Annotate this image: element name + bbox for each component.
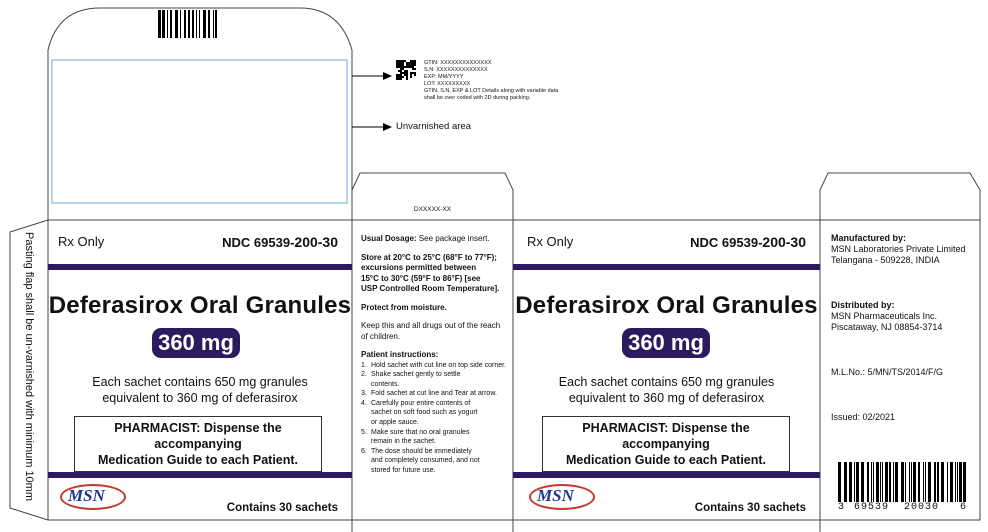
barcode-bar: [170, 10, 172, 38]
product-title: Deferasirox Oral Granules: [515, 292, 818, 319]
instruction-line: stored for future use.: [371, 467, 436, 475]
barcode-bar: [955, 462, 956, 502]
qr-module: [398, 62, 400, 64]
barcode-bar: [963, 462, 966, 502]
description: Each sachet contains 650 mg granules equivalent to 360 mg of deferasirox: [92, 375, 308, 405]
dist-line-0: MSN Pharmaceuticals Inc.: [831, 311, 938, 321]
barcode-bar: [180, 10, 181, 38]
front-panel-1: [48, 220, 352, 520]
rx-only: Rx Only: [58, 234, 105, 249]
qr-module: [400, 62, 402, 64]
right-panel: [831, 233, 976, 423]
qr-module: [404, 74, 406, 76]
barcode-bar: [911, 462, 912, 502]
qr-module: [414, 62, 416, 64]
qr-module: [412, 64, 414, 66]
qr-code-icon: [396, 60, 416, 80]
qr-module: [410, 72, 412, 74]
qr-module: [396, 64, 398, 66]
qr-module: [408, 62, 410, 64]
instruction-line: 3. Fold sachet at cut line and Tear at arrow.: [361, 390, 497, 398]
barcode-bar: [192, 10, 194, 38]
barcode-bar: [925, 462, 926, 502]
barcode-bar: [213, 10, 214, 38]
qr-module: [400, 74, 402, 76]
qr-module: [414, 72, 416, 74]
barcode-bar: [184, 10, 186, 38]
qr-module: [398, 66, 400, 68]
qr-module: [410, 76, 412, 78]
dist-line-1: Piscataway, NJ 08854-3714: [831, 322, 943, 332]
qr-module: [398, 70, 400, 72]
barcode-bar: [893, 462, 894, 502]
instruction-line: and completely consumed, and not: [371, 457, 480, 465]
barcode-bar: [203, 10, 206, 38]
qr-module: [410, 66, 412, 68]
barcode-bar: [901, 462, 904, 502]
barcode-bar: [861, 462, 864, 502]
dose-badge: 360 mg: [622, 328, 710, 358]
qr-module: [398, 60, 400, 62]
storage-line-2: 15°C to 30°C (59°F to 86°F) [see: [361, 273, 481, 283]
mfr-line-1: Telangana - 509228, INDIA: [831, 255, 940, 265]
qr-module: [414, 74, 416, 76]
qr-module: [406, 74, 408, 76]
qr-module: [406, 76, 408, 78]
barcode-bar: [947, 462, 948, 502]
instruction-line: or apple sauce.: [371, 419, 419, 427]
side-panel: [361, 234, 507, 476]
barcode-bar: [923, 462, 924, 502]
barcode-bar: [876, 462, 879, 502]
barcode-bar: [854, 462, 855, 502]
qr-info-line-1: S.N: XXXXXXXXXXXXXX: [424, 67, 488, 73]
qr-module: [414, 68, 416, 70]
instruction-line: sachet on soft food such as yogurt: [371, 409, 478, 417]
mfr-line-0: MSN Laboratories Private Limited: [831, 244, 966, 254]
qr-module: [412, 62, 414, 64]
barcode-bar: [167, 10, 168, 38]
barcode-bar: [215, 10, 217, 38]
barcode-bar: [208, 10, 210, 38]
contains-count: Contains 30 sachets: [694, 502, 806, 514]
qr-module: [396, 60, 398, 62]
barcode-bar: [959, 462, 962, 502]
bottom-bar: [48, 472, 352, 478]
barcode-bar: [856, 462, 859, 502]
top-bar: [513, 264, 820, 270]
storage: [361, 253, 507, 295]
pharmacist-box: PHARMACIST: Dispense the accompanying Medication Guide to each Patient.: [542, 416, 790, 472]
qr-module: [410, 64, 412, 66]
barcode-bar: [882, 462, 883, 502]
msn-logo: MSN: [533, 484, 589, 508]
keep-line-0: Keep this and all drugs out of the reach: [361, 321, 501, 330]
msn-logo: MSN: [64, 484, 120, 508]
barcode-bar: [849, 462, 852, 502]
qr-module: [400, 60, 402, 62]
qr-module: [406, 64, 408, 66]
qr-module: [398, 74, 400, 76]
barcode-bar: [196, 10, 197, 38]
qr-module: [406, 62, 408, 64]
barcode-bar: [873, 462, 874, 502]
qr-module: [396, 62, 398, 64]
contains-count: Contains 30 sachets: [226, 502, 338, 514]
barcode-bar: [928, 462, 931, 502]
qr-module: [398, 78, 400, 80]
barcode-bar: [844, 462, 847, 502]
ml-number: M.L.No.: 5/MN/TS/2014/F/G: [831, 367, 944, 377]
rx-only: Rx Only: [527, 234, 574, 249]
qr-module: [402, 72, 404, 74]
barcode-bar: [934, 462, 936, 502]
qr-module: [412, 66, 414, 68]
barcode-bar: [918, 462, 920, 502]
protect: Protect from moisture.: [361, 302, 447, 312]
qr-module: [396, 66, 398, 68]
qr-module: [402, 66, 404, 68]
instruction-line: 2. Shake sachet gently to settle: [361, 371, 461, 379]
qr-info-line-2: EXP: MM/YYYY: [424, 74, 464, 80]
pharmacist-box: PHARMACIST: Dispense the accompanying Medication Guide to each Patient.: [74, 416, 322, 472]
qr-module: [402, 64, 404, 66]
storage-line-1: excursions permitted between: [361, 263, 477, 272]
qr-module: [404, 70, 406, 72]
usual-dosage: Usual Dosage: See package insert.: [361, 234, 490, 243]
qr-module: [398, 76, 400, 78]
qr-module: [412, 68, 414, 70]
instruction-line: 6. The dose should be immediately: [361, 447, 472, 455]
barcode-bar: [175, 10, 178, 38]
barcode-bar: [885, 462, 888, 502]
qr-module: [406, 72, 408, 74]
qr-module: [404, 72, 406, 74]
barcode-bar: [871, 462, 872, 502]
qr-module: [410, 62, 412, 64]
instruction-line: contents.: [371, 380, 400, 388]
keep-line-1: of children.: [361, 331, 401, 341]
upc-barcode: [838, 462, 968, 502]
barcode-bar: [880, 462, 881, 502]
qr-module: [396, 76, 398, 78]
top-barcode: [158, 10, 218, 38]
barcode-bar: [838, 462, 841, 502]
qr-module: [404, 60, 406, 62]
qr-module: [410, 60, 412, 62]
instructions-list: [361, 361, 507, 476]
barcode-bar: [158, 10, 161, 38]
qr-module: [396, 74, 398, 76]
keep-away: [361, 321, 507, 342]
barcode-bar: [905, 462, 906, 502]
qr-info-line-4: GTIN, S.N, EXP & LOT Details along with variable data: [424, 88, 559, 94]
barcode-bar: [889, 462, 891, 502]
qr-module: [398, 64, 400, 66]
ndc-number: NDC 69539-200-30: [690, 234, 806, 250]
qr-module: [400, 68, 402, 70]
qr-module: [400, 64, 402, 66]
barcode-bar: [867, 462, 869, 502]
instructions-title: Patient instructions:: [361, 350, 439, 359]
qr-module: [400, 66, 402, 68]
unvarnished-label: Unvarnished area: [396, 121, 471, 132]
barcode-bar: [913, 462, 916, 502]
qr-module: [406, 66, 408, 68]
barcode-bar: [957, 462, 958, 502]
instruction-line: 5. Make sure that no oral granules: [361, 428, 470, 436]
manufacturer-address: [831, 244, 976, 266]
qr-info: [424, 60, 574, 102]
qr-module: [400, 76, 402, 78]
top-bar: [48, 264, 352, 270]
barcode-bar: [188, 10, 190, 38]
front-panel-2: [513, 220, 820, 520]
barcode-bar: [950, 462, 953, 502]
qr-module: [400, 78, 402, 80]
qr-info-line-3: LOT: XXXXXXXXX: [424, 81, 471, 87]
distributed-by: Distributed by:: [831, 300, 895, 310]
product-title: Deferasirox Oral Granules: [48, 292, 352, 319]
qr-module: [402, 68, 404, 70]
qr-info-line-5: shall be over coded with 2D during packing.: [424, 95, 531, 101]
qr-module: [402, 62, 404, 64]
qr-module: [412, 72, 414, 74]
instruction-line: 4. Carefully pour entire contents of: [361, 399, 471, 407]
side-flap-code: DXXXXX-XX: [413, 206, 452, 213]
barcode-bar: [941, 462, 944, 502]
qr-module: [408, 66, 410, 68]
qr-module: [410, 74, 412, 76]
bottom-bar: [513, 472, 820, 478]
barcode-bar: [895, 462, 898, 502]
qr-module: [400, 70, 402, 72]
qr-info-line-0: GTIN: XXXXXXXXXXXXXX: [424, 60, 492, 66]
manufactured-by: Manufactured by:: [831, 233, 907, 243]
storage-line-3: USP Controlled Room Temperature].: [361, 284, 500, 293]
ndc-number: NDC 69539-200-30: [222, 234, 338, 250]
barcode-bar: [909, 462, 910, 502]
glue-flap-note: Pasting flap shall be un-varnished with minimum 10mm: [23, 232, 35, 502]
distributor-address: [831, 311, 976, 333]
barcode-bar: [199, 10, 200, 38]
issued-date: Issued: 02/2021: [831, 412, 896, 422]
qr-module: [404, 66, 406, 68]
storage-line-0: Store at 20°C to 25°C (68°F to 77°F);: [361, 252, 497, 262]
description: Each sachet contains 650 mg granules equivalent to 360 mg of deferasirox: [558, 375, 775, 405]
instruction-line: remain in the sachet.: [371, 438, 436, 446]
qr-module: [406, 70, 408, 72]
barcode-bar: [162, 10, 165, 38]
qr-module: [402, 76, 404, 78]
qr-module: [408, 64, 410, 66]
dose-badge: 360 mg: [152, 328, 240, 358]
qr-module: [414, 64, 416, 66]
instruction-line: 1. Hold sachet with cut line on top side corner.: [361, 361, 507, 369]
qr-module: [414, 60, 416, 62]
qr-module: [396, 78, 398, 80]
barcode-digits: 3 69539 20030 6: [838, 502, 967, 513]
qr-module: [400, 72, 402, 74]
qr-module: [406, 78, 408, 80]
qr-module: [402, 60, 404, 62]
qr-module: [412, 60, 414, 62]
barcode-bar: [937, 462, 939, 502]
